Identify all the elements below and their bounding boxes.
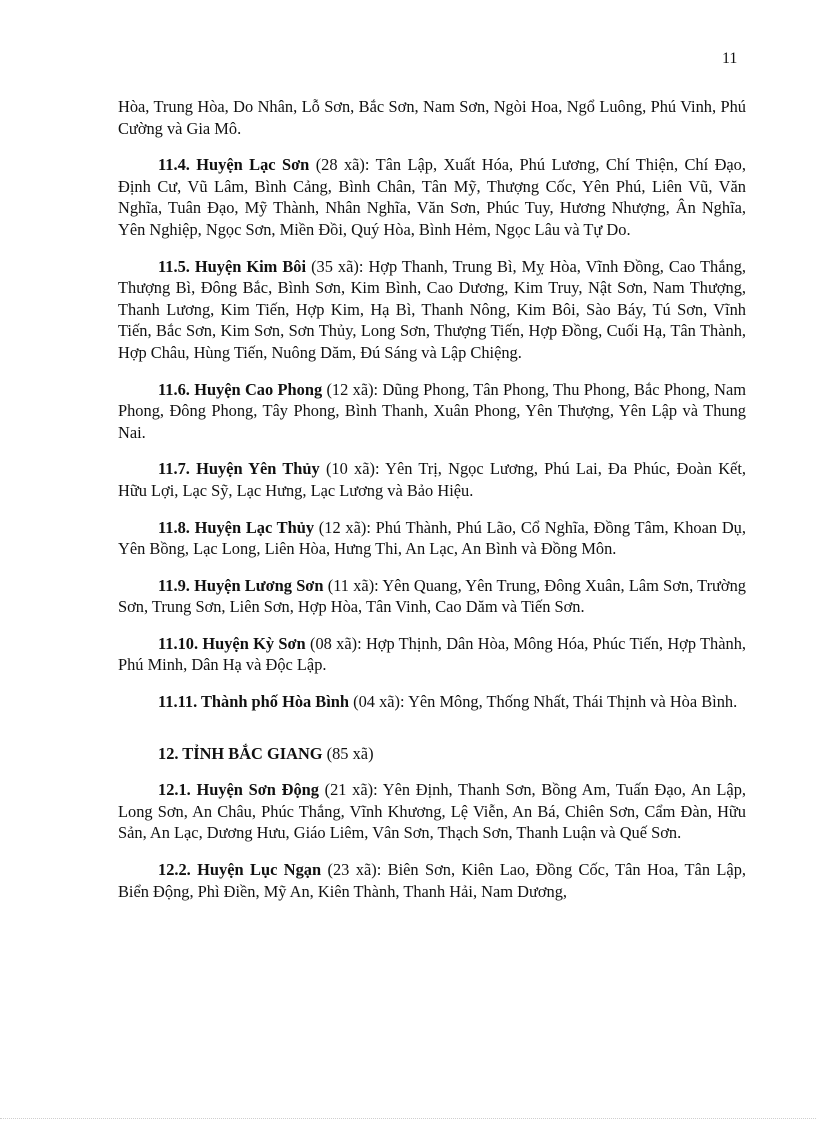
district-paragraph [118, 154, 746, 240]
intro-paragraph: Hòa, Trung Hòa, Do Nhân, Lỗ Sơn, Bắc Sơn, Nam Sơn, Ngòi Hoa, Ngổ Luông, Phú Vinh, Phú Cường và Gia Mô. [118, 97, 746, 138]
district-heading: 11.6. Huyện Cao Phong [158, 379, 323, 399]
province-count: (85 xã) [326, 743, 374, 763]
page-bottom-divider [0, 1118, 816, 1119]
district-paragraph [118, 517, 746, 560]
district-count: (11 xã): [327, 575, 379, 595]
province-heading: 12. TỈNH BẮC GIANG [158, 743, 323, 763]
district-count: (35 xã): [311, 256, 364, 276]
district-communes: Yên Định, Thanh Sơn, Bồng Am, Tuấn Đạo, An Lập, Long Sơn, An Châu, Phúc Thắng, Vĩnh Khương, Lệ Viễn, An Bá, Chiên Sơn, Cẩm Đàn, Hữu Sản, An Lạc, Dương Hưu, Giáo Liêm, Vân Sơn, Thạch Sơn, Thanh Luận và Quế Sơn. [118, 780, 746, 843]
district-communes: Yên Mông, Thống Nhất, Thái Thịnh và Hòa Bình. [404, 692, 738, 712]
district-paragraph [118, 256, 746, 364]
district-communes: Hợp Thịnh, Dân Hòa, Mông Hóa, Phúc Tiến, Hợp Thành, Phú Minh, Dân Hạ và Độc Lập. [118, 633, 746, 675]
district-count: (10 xã): [325, 459, 380, 479]
district-count: (23 xã): [327, 860, 382, 880]
district-communes: Hợp Thanh, Trung Bì, Mỵ Hòa, Vĩnh Đồng, Cao Thắng, Thượng Bì, Đông Bắc, Bình Sơn, Kim Bình, Cao Dương, Kim Truy, Nật Sơn, Nam Thượng, Thanh Lương, Kim Tiến, Hợp Kim, Hạ Bì, Thanh Nông, Kim Bôi, Sào Báy, Tú Sơn, Vĩnh Tiến, Bắc Sơn, Kim Sơn, Sơn Thủy, Long Sơn, Thượng Tiến, Hợp Đồng, Cuối Hạ, Tân Thành, Hợp Châu, Hùng Tiến, Nuông Dăm, Đú Sáng và Lập Chiệng. [118, 256, 747, 362]
district-heading: 11.8. Huyện Lạc Thủy [158, 517, 315, 537]
document-body [118, 96, 746, 917]
district-heading: 11.7. Huyện Yên Thủy [158, 459, 320, 479]
district-communes: Yên Trị, Ngọc Lương, Phú Lai, Đa Phúc, Đoàn Kết, Hữu Lợi, Lạc Sỹ, Lạc Hưng, Lạc Lương và Bảo Hiệu. [118, 459, 746, 500]
district-paragraph [118, 379, 746, 444]
district-communes: Dũng Phong, Tân Phong, Thu Phong, Bắc Phong, Nam Phong, Đông Phong, Tây Phong, Bình Thanh, Xuân Phong, Yên Thượng, Yên Lập và Thung Nai. [118, 379, 746, 442]
district-paragraph [118, 691, 746, 713]
district-heading: 11.5. Huyện Kim Bôi [158, 256, 307, 276]
district-communes: Biên Sơn, Kiên Lao, Đồng Cốc, Tân Hoa, Tân Lập, Biển Động, Phì Điền, Mỹ An, Kiên Thành, Thanh Hải, Nam Dương, [118, 860, 746, 901]
district-paragraph [118, 633, 746, 676]
district-heading: 11.11. Thành phố Hòa Bình [158, 692, 350, 712]
district-paragraph [118, 575, 746, 618]
district-count: (21 xã): [324, 780, 378, 800]
district-paragraph [118, 458, 746, 501]
district-paragraph [118, 859, 746, 902]
district-count: (28 xã): [315, 155, 370, 175]
district-count: (12 xã): [318, 517, 371, 537]
district-heading: 11.10. Huyện Kỳ Sơn [158, 633, 306, 653]
district-count: (12 xã): [326, 379, 379, 399]
page-number: 11 [722, 50, 738, 67]
district-heading: 12.2. Huyện Lục Ngạn [158, 860, 322, 880]
district-heading: 11.9. Huyện Lương Sơn [158, 575, 324, 595]
district-communes: Yên Quang, Yên Trung, Đông Xuân, Lâm Sơn, Trường Sơn, Trung Sơn, Liên Sơn, Hợp Hòa, Tân Vinh, Cao Dăm và Tiến Sơn. [118, 575, 746, 617]
district-communes: Phú Thành, Phú Lão, Cổ Nghĩa, Đồng Tâm, Khoan Dụ, Yên Bồng, Lạc Long, Liên Hòa, Hưng Thi, An Lạc, An Bình và Đồng Môn. [118, 517, 746, 559]
district-paragraph [118, 779, 746, 844]
district-communes: Tân Lập, Xuất Hóa, Phú Lương, Chí Thiện, Chí Đạo, Định Cư, Vũ Lâm, Bình Cảng, Bình Chân, Tân Mỹ, Thượng Cốc, Yên Phú, Liên Vũ, Văn Nghĩa, Tuân Đạo, Mỹ Thành, Nhân Nghĩa, Văn Sơn, Phúc Tuy, Hương Nhượng, Ân Nghĩa, Yên Nghiệp, Ngọc Sơn, Miền Đồi, Quý Hòa, Bình Hẻm, Ngọc Lâu và Tự Do. [118, 155, 746, 239]
district-heading: 11.4. Huyện Lạc Sơn [158, 155, 310, 175]
province-title [118, 743, 746, 765]
district-count: (04 xã): [353, 692, 405, 712]
district-heading: 12.1. Huyện Sơn Động [158, 780, 319, 800]
district-count: (08 xã): [310, 633, 362, 653]
